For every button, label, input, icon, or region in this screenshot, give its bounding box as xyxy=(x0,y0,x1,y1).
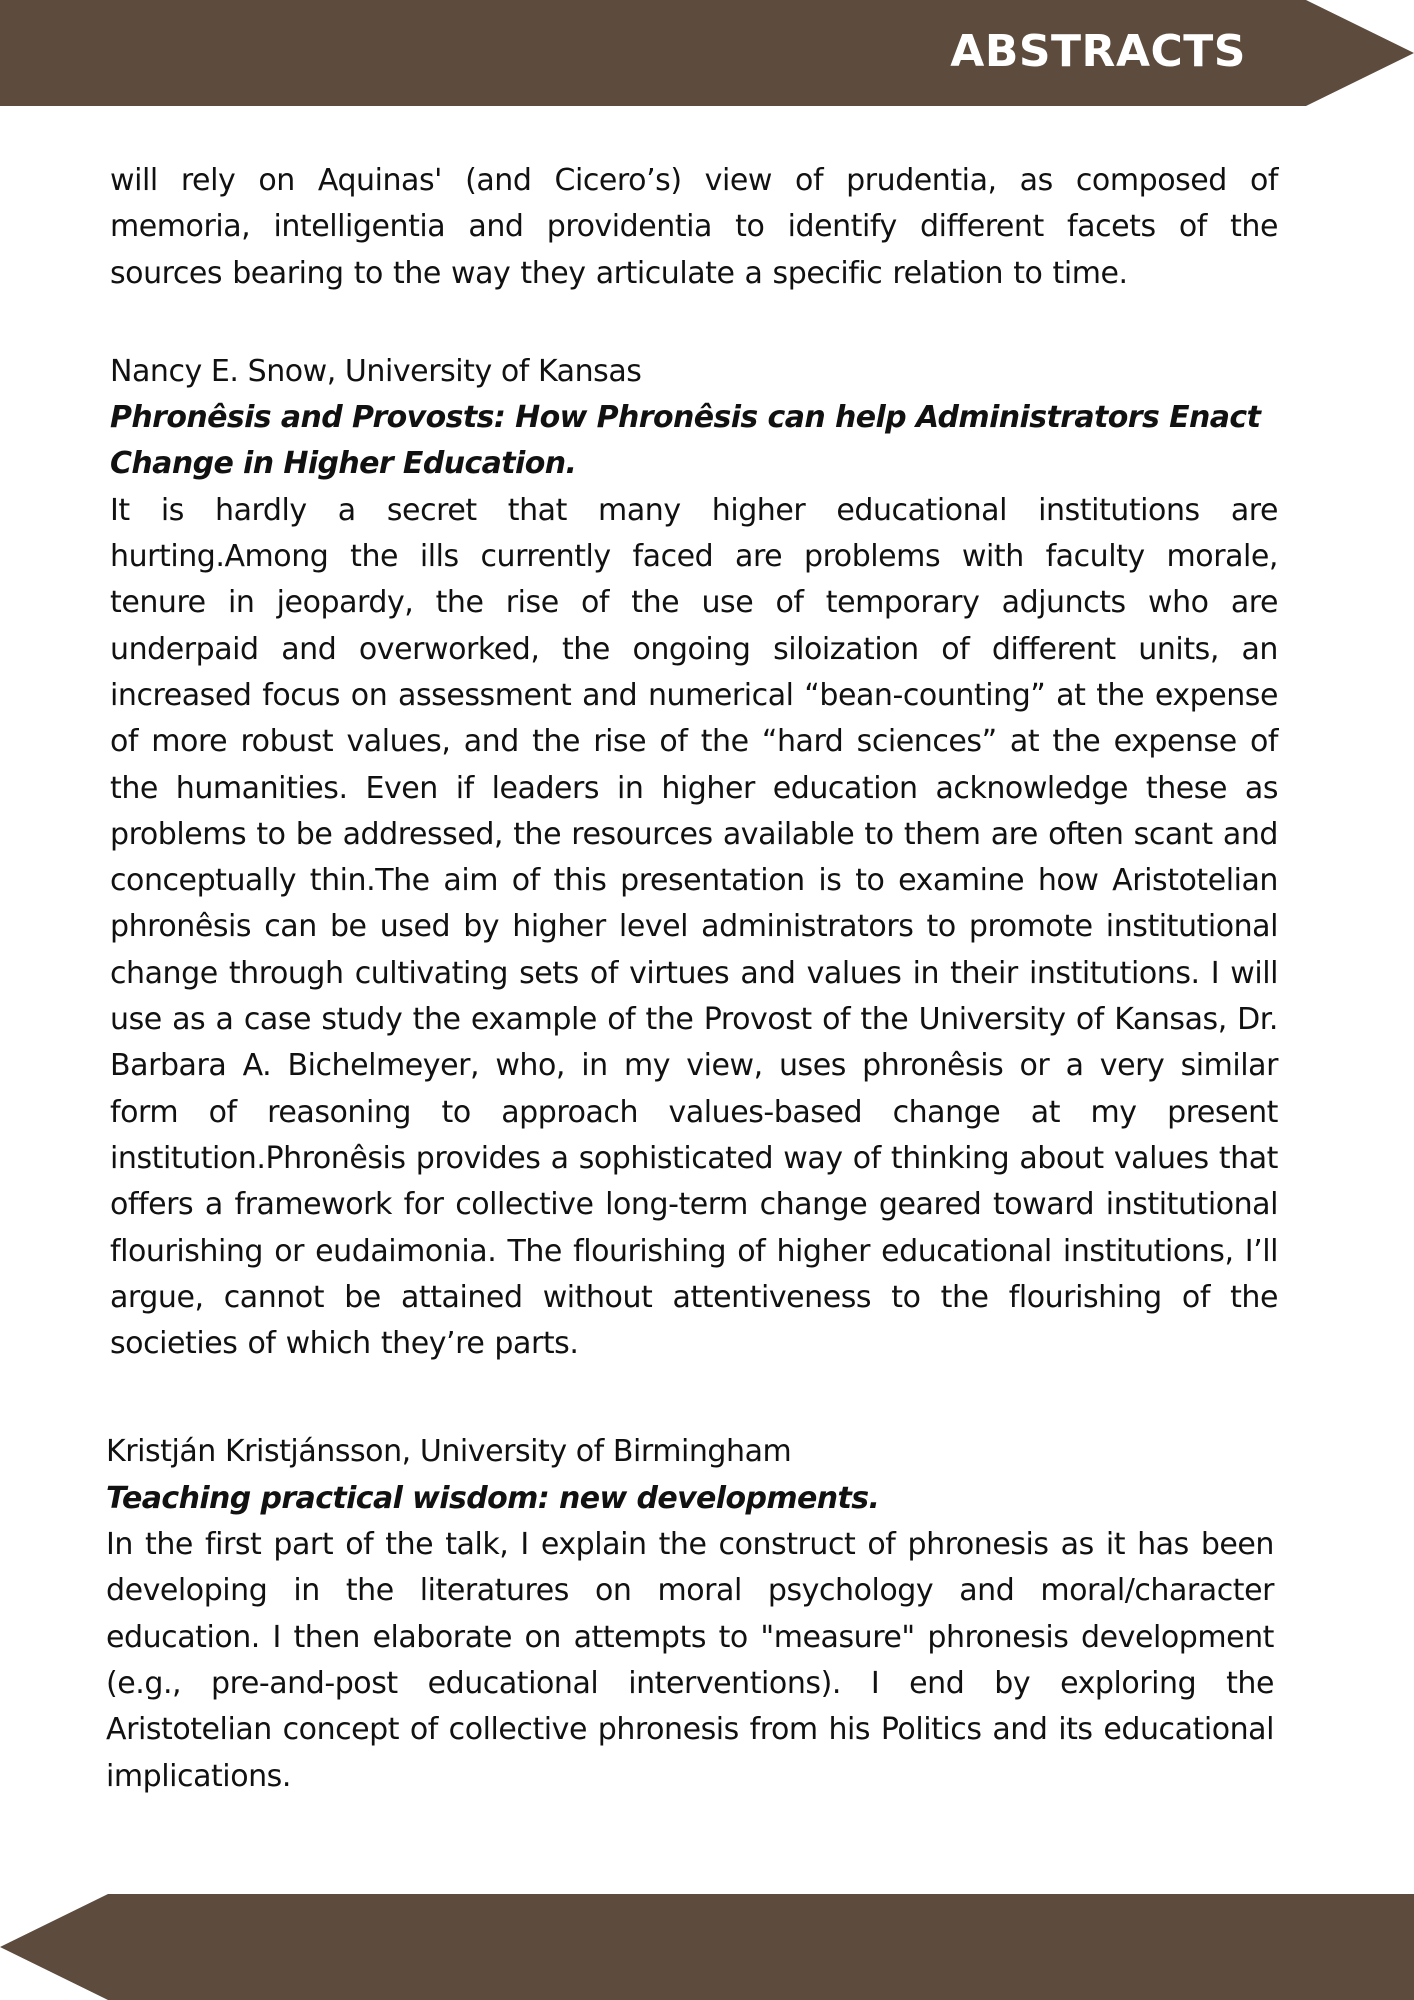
abstract-title: Phronêsis and Provosts: How Phronêsis can help Administrators Enact Change in Higher Education. xyxy=(110,400,1261,482)
footer-banner-arrow xyxy=(0,1894,1414,2000)
footer-banner-shape xyxy=(0,1894,1414,2000)
intro-paragraph: will rely on Aquinas' (and Cicero’s) view of prudentia, as composed of memoria, intelligentia and providentia to identify different facets of the sources bearing to the way they articulate a specific relation to time. xyxy=(110,163,1278,291)
abstracts-content xyxy=(106,158,1278,1800)
abstract-kristjansson xyxy=(106,1429,1274,1799)
abstract-author: Kristján Kristjánsson, University of Birmingham xyxy=(106,1434,792,1470)
page-title: ABSTRACTS xyxy=(950,26,1246,77)
header-banner xyxy=(0,0,1414,106)
footer-banner xyxy=(0,1894,1414,2000)
abstract-body: It is hardly a secret that many higher educational institutions are hurting.Among the ills currently faced are problems with faculty morale, tenure in jeopardy, the rise of the use of temporary adjuncts who are underpaid and overworked, the ongoing siloization of different units, an increased focus on assessment and numerical “bean-counting” at the expense of more robust values, and the rise of the “hard sciences” at the expense of the humanities. Even if leaders in higher education acknowledge these as problems to be addressed, the resources available to them are often scant and conceptually thin.The aim of this presentation is to examine how Aristotelian phronêsis can be used by higher level administrators to promote institutional change through cultivating sets of virtues and values in their institutions. I will use as a case study the example of the Provost of the University of Kansas, Dr. Barbara A. Bichelmeyer, who, in my view, uses phronêsis or a very similar form of reasoning to approach values-based change at my present institution.Phronêsis provides a sophisticated way of thinking about values that offers a framework for collective long-term change geared toward institutional flourishing or eudaimonia. The flourishing of higher educational institutions, I’ll argue, cannot be attained without attentiveness to the flourishing of the societies of which they’re parts. xyxy=(110,492,1278,1362)
abstract-body: In the first part of the talk, I explain the construct of phronesis as it has been developing in the literatures on moral psychology and moral/character education. I then elaborate on attempts to "measure" phronesis development (e.g., pre-and-post educational interventions). I end by exploring the Aristotelian concept of collective phronesis from his Politics and its educational implications. xyxy=(106,1527,1274,1794)
abstract-author: Nancy E. Snow, University of Kansas xyxy=(110,353,642,389)
abstract-snow xyxy=(110,349,1278,1368)
abstract-title: Teaching practical wisdom: new developments. xyxy=(106,1480,880,1516)
